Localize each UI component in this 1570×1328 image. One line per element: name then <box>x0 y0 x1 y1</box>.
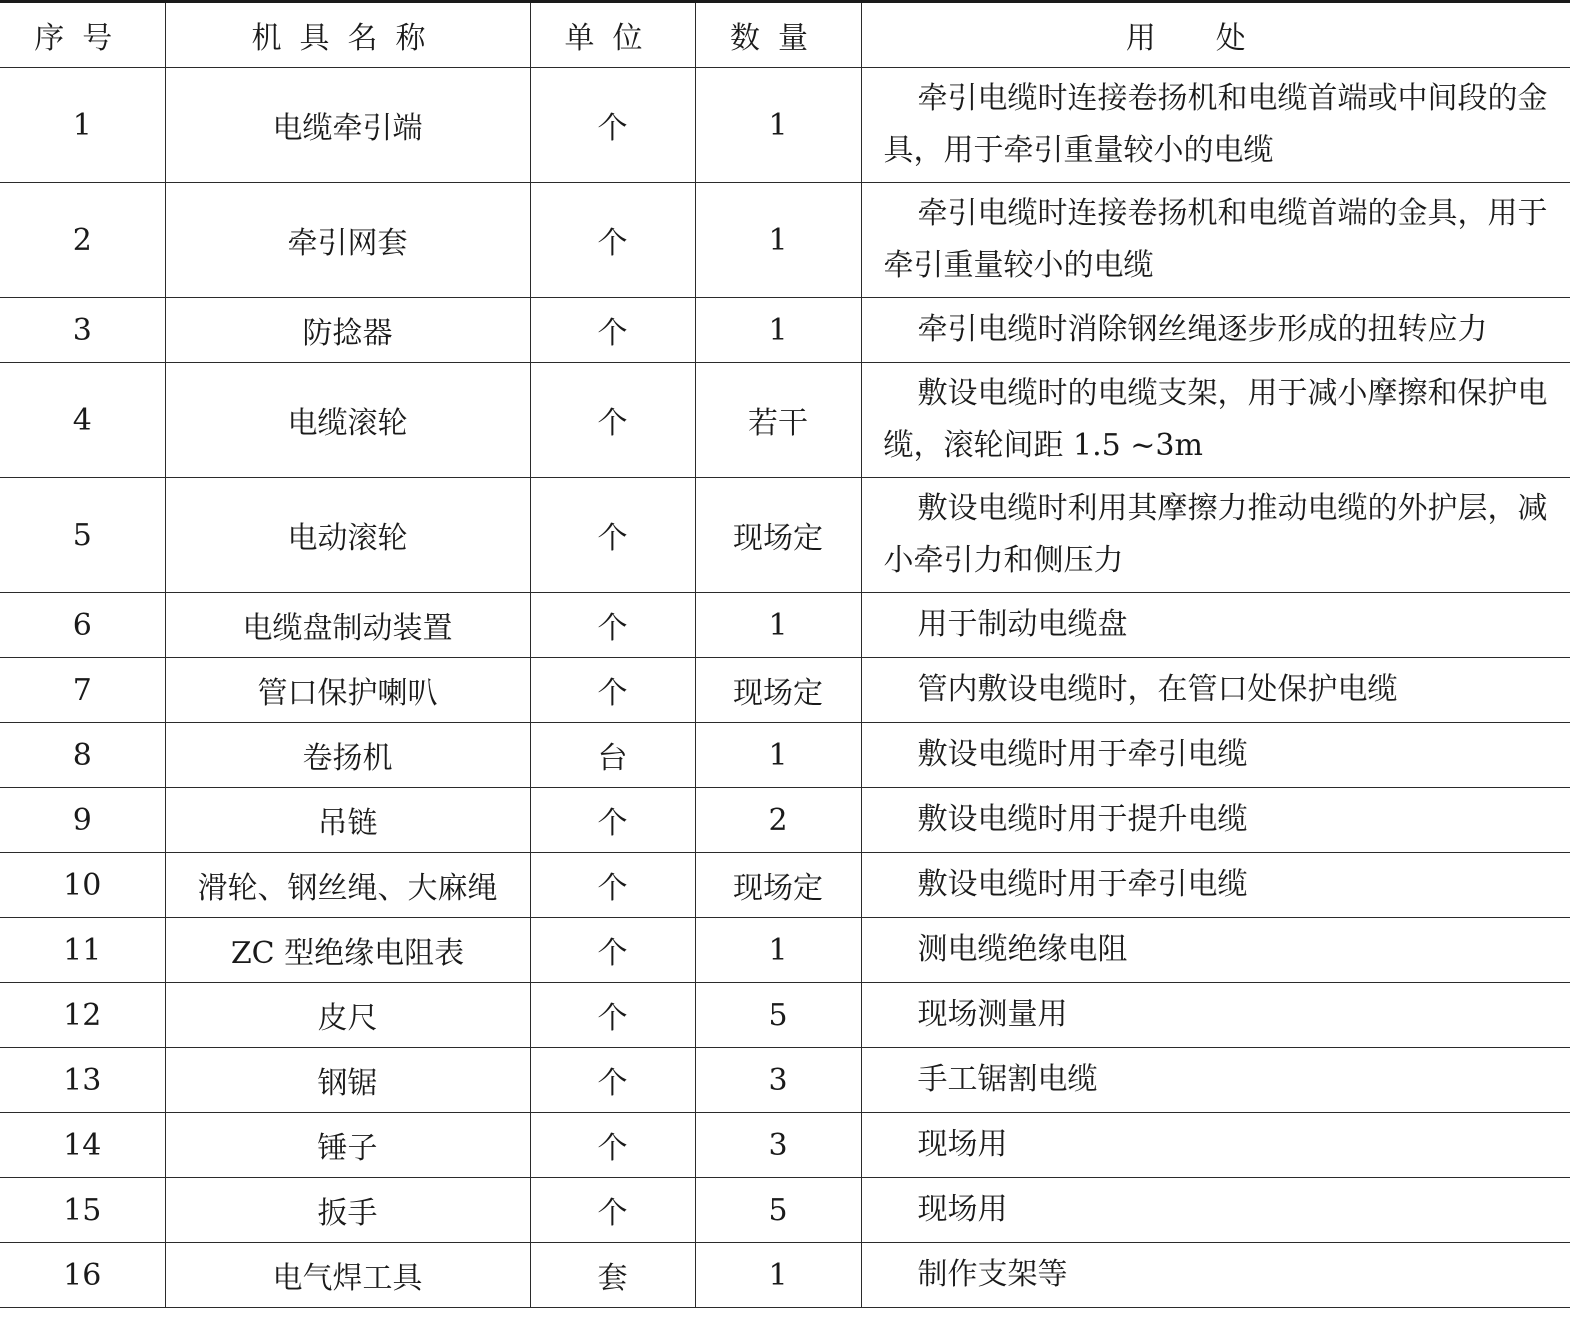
table-row <box>0 68 1570 183</box>
row-unit: 个 <box>530 593 695 658</box>
row-no: 12 <box>0 983 165 1048</box>
row-tool-name: 滑轮、钢丝绳、大麻绳 <box>165 853 530 918</box>
row-no: 7 <box>0 658 165 723</box>
row-unit: 个 <box>530 1178 695 1243</box>
row-quantity: 1 <box>695 68 861 183</box>
row-quantity: 5 <box>695 983 861 1048</box>
header-row <box>0 2 1570 68</box>
row-unit: 个 <box>530 788 695 853</box>
row-quantity: 现场定 <box>695 478 861 593</box>
table-row <box>0 183 1570 298</box>
row-quantity: 1 <box>695 298 861 363</box>
header-quantity: 数量 <box>695 2 861 68</box>
row-usage: 牵引电缆时连接卷扬机和电缆首端或中间段的金具，用于牵引重量较小的电缆 <box>861 68 1570 183</box>
header-tool-name: 机具名称 <box>165 2 530 68</box>
row-no: 11 <box>0 918 165 983</box>
row-usage: 测电缆绝缘电阻 <box>861 918 1570 983</box>
row-unit: 个 <box>530 298 695 363</box>
row-quantity: 5 <box>695 1178 861 1243</box>
row-quantity: 1 <box>695 593 861 658</box>
row-unit: 个 <box>530 183 695 298</box>
row-tool-name: 电缆滚轮 <box>165 363 530 478</box>
row-no: 16 <box>0 1243 165 1308</box>
row-quantity: 1 <box>695 1243 861 1308</box>
row-usage: 管内敷设电缆时，在管口处保护电缆 <box>861 658 1570 723</box>
header-unit: 单位 <box>530 2 695 68</box>
row-tool-name: 电缆牵引端 <box>165 68 530 183</box>
row-no: 10 <box>0 853 165 918</box>
row-quantity: 现场定 <box>695 658 861 723</box>
row-unit: 个 <box>530 853 695 918</box>
row-tool-name: ZC 型绝缘电阻表 <box>165 918 530 983</box>
table-row <box>0 1113 1570 1178</box>
row-unit: 个 <box>530 68 695 183</box>
row-tool-name: 电气焊工具 <box>165 1243 530 1308</box>
row-no: 1 <box>0 68 165 183</box>
row-unit: 个 <box>530 478 695 593</box>
row-tool-name: 钢锯 <box>165 1048 530 1113</box>
table-row <box>0 363 1570 478</box>
table-row <box>0 788 1570 853</box>
row-no: 14 <box>0 1113 165 1178</box>
row-unit: 个 <box>530 363 695 478</box>
row-tool-name: 卷扬机 <box>165 723 530 788</box>
row-no: 3 <box>0 298 165 363</box>
row-unit: 个 <box>530 983 695 1048</box>
table-row <box>0 723 1570 788</box>
row-tool-name: 牵引网套 <box>165 183 530 298</box>
row-tool-name: 锤子 <box>165 1113 530 1178</box>
row-no: 4 <box>0 363 165 478</box>
row-usage: 制作支架等 <box>861 1243 1570 1308</box>
row-usage: 手工锯割电缆 <box>861 1048 1570 1113</box>
row-unit: 套 <box>530 1243 695 1308</box>
row-tool-name: 电动滚轮 <box>165 478 530 593</box>
header-no: 序号 <box>0 2 165 68</box>
row-tool-name: 电缆盘制动装置 <box>165 593 530 658</box>
row-no: 15 <box>0 1178 165 1243</box>
row-usage: 现场用 <box>861 1178 1570 1243</box>
row-usage: 敷设电缆时用于牵引电缆 <box>861 723 1570 788</box>
row-unit: 个 <box>530 1113 695 1178</box>
table-row <box>0 1178 1570 1243</box>
row-usage: 牵引电缆时消除钢丝绳逐步形成的扭转应力 <box>861 298 1570 363</box>
table-row <box>0 918 1570 983</box>
table-row <box>0 593 1570 658</box>
row-usage: 用于制动电缆盘 <box>861 593 1570 658</box>
row-quantity: 1 <box>695 918 861 983</box>
row-no: 9 <box>0 788 165 853</box>
row-usage: 敷设电缆时用于牵引电缆 <box>861 853 1570 918</box>
table-row <box>0 1243 1570 1308</box>
table-row <box>0 1048 1570 1113</box>
row-usage: 敷设电缆时用于提升电缆 <box>861 788 1570 853</box>
row-quantity: 2 <box>695 788 861 853</box>
row-quantity: 3 <box>695 1113 861 1178</box>
table-row <box>0 478 1570 593</box>
row-unit: 台 <box>530 723 695 788</box>
row-tool-name: 皮尺 <box>165 983 530 1048</box>
row-tool-name: 吊链 <box>165 788 530 853</box>
row-quantity: 现场定 <box>695 853 861 918</box>
table-row <box>0 853 1570 918</box>
row-no: 13 <box>0 1048 165 1113</box>
row-usage: 敷设电缆时的电缆支架，用于减小摩擦和保护电缆，滚轮间距 1.5 ~3m <box>861 363 1570 478</box>
row-unit: 个 <box>530 658 695 723</box>
row-tool-name: 扳手 <box>165 1178 530 1243</box>
row-no: 2 <box>0 183 165 298</box>
header-usage: 用处 <box>861 2 1570 68</box>
row-unit: 个 <box>530 918 695 983</box>
row-no: 8 <box>0 723 165 788</box>
table-row <box>0 983 1570 1048</box>
table-row <box>0 298 1570 363</box>
row-quantity: 若干 <box>695 363 861 478</box>
row-no: 6 <box>0 593 165 658</box>
row-quantity: 1 <box>695 183 861 298</box>
row-tool-name: 管口保护喇叭 <box>165 658 530 723</box>
table-row <box>0 658 1570 723</box>
row-tool-name: 防捻器 <box>165 298 530 363</box>
row-quantity: 1 <box>695 723 861 788</box>
row-quantity: 3 <box>695 1048 861 1113</box>
row-usage: 牵引电缆时连接卷扬机和电缆首端的金具，用于牵引重量较小的电缆 <box>861 183 1570 298</box>
row-usage: 敷设电缆时利用其摩擦力推动电缆的外护层，减小牵引力和侧压力 <box>861 478 1570 593</box>
row-usage: 现场测量用 <box>861 983 1570 1048</box>
row-unit: 个 <box>530 1048 695 1113</box>
row-no: 5 <box>0 478 165 593</box>
row-usage: 现场用 <box>861 1113 1570 1178</box>
